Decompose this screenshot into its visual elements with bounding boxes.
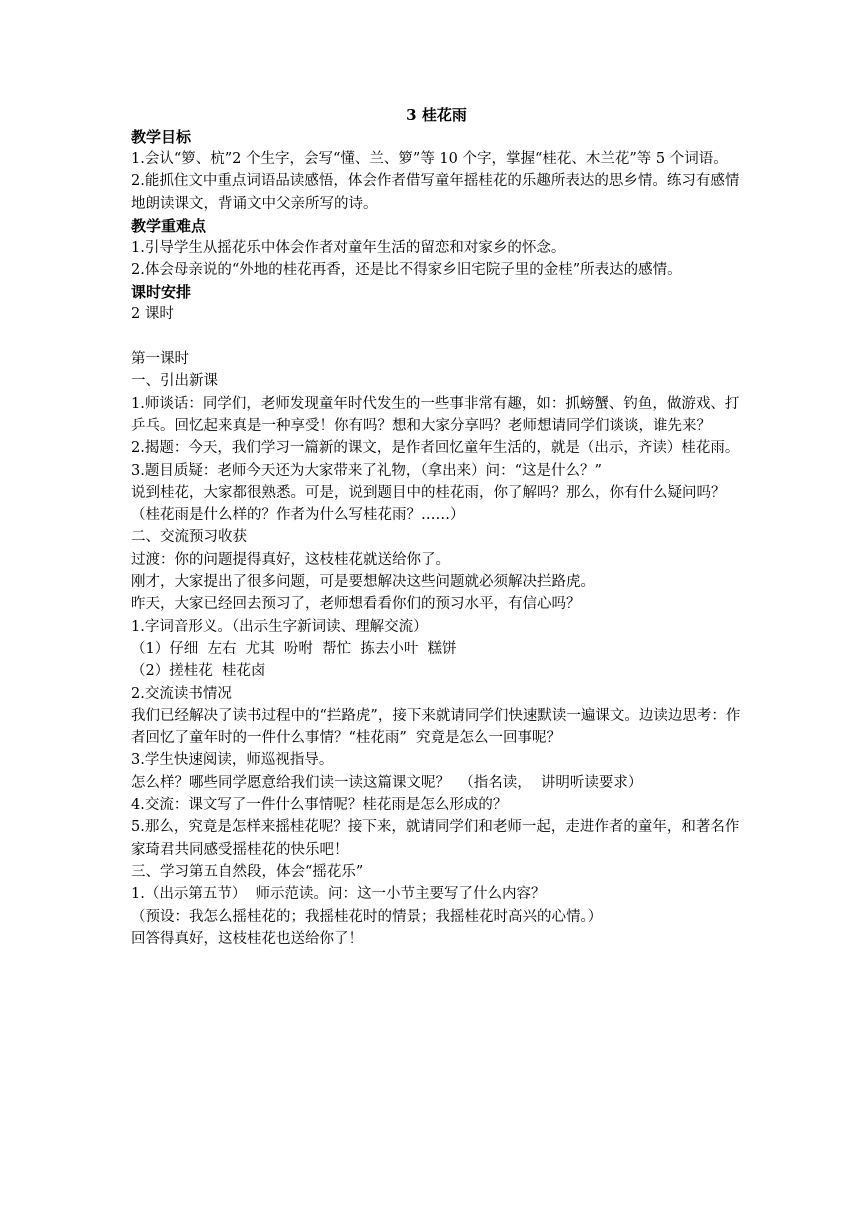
lesson-line: 2.揭题：今天，我们学习一篇新的课文，是作者回忆童年生活的，就是（出示，齐读）桂花雨。 bbox=[131, 440, 740, 457]
lesson-line: （1）仔细 左右 尤其 吩咐 帮忙 拣去小叶 糕饼 bbox=[131, 640, 457, 657]
key-points-heading: 教学重难点 bbox=[131, 216, 207, 235]
key-point-item: 2.体会母亲说的“外地的桂花再香，还是比不得家乡旧宅院子里的金桂”所表达的感情。 bbox=[131, 262, 682, 279]
lesson-line: 过渡：你的问题提得真好，这枝桂花就送给你了。 bbox=[131, 551, 450, 568]
lesson-body bbox=[131, 370, 742, 950]
goal-item: 1.会认“箩、杭”2 个生字，会写“懂、兰、箩”等 10 个字，掌握“桂花、木兰花”等 5 个词语。 bbox=[131, 151, 728, 167]
lesson-line: 怎么样？哪些同学愿意给我们读一读这篇课文呢？ （指名读， 讲明听读要求） bbox=[131, 774, 643, 791]
document-title: 3 桂花雨 bbox=[406, 106, 467, 124]
lesson-line: 二、交流预习收获 bbox=[131, 529, 247, 546]
lesson-line: 1.字词音形义。（出示生字新词读、理解交流） bbox=[131, 618, 428, 635]
lesson-line: 3.学生快速阅读，师巡视指导。 bbox=[131, 752, 334, 769]
lesson-line: 昨天，大家已经回去预习了，老师想看看你们的预习水平，有信心吗？ bbox=[131, 596, 581, 613]
lesson-line: 4.交流：课文写了一件什么事情呢？桂花雨是怎么形成的？ bbox=[131, 797, 508, 814]
lesson-line: 回答得真好，这枝桂花也送给你了！ bbox=[131, 930, 363, 947]
schedule-heading: 课时安排 bbox=[131, 283, 192, 302]
lesson-title: 第一课时 bbox=[131, 351, 189, 368]
lesson-line: 2.交流读书情况 bbox=[131, 685, 232, 702]
goal-item: 2.能抓住文中重点词语品读感悟，体会作者借写童年摇桂花的乐趣所表达的思乡情。练习有感情地朗读课文，背诵文中父亲所写的诗。 bbox=[131, 173, 740, 212]
key-point-item: 1.引导学生从摇花乐中体会作者对童年生活的留恋和对家乡的怀念。 bbox=[131, 239, 566, 256]
blank-line bbox=[131, 326, 742, 348]
lesson-line: 5.那么，究竟是怎样来摇桂花呢？接下来，就请同学们和老师一起，走进作者的童年，和著名作家琦君共同感受摇桂花的快乐吧！ bbox=[131, 819, 740, 858]
lesson-line: （桂花雨是什么样的？作者为什么写桂花雨？……） bbox=[131, 507, 465, 524]
lesson-line: 说到桂花，大家都很熟悉。可是，说到题目中的桂花雨，你了解吗？那么，你有什么疑问吗？ bbox=[131, 484, 726, 501]
lesson-line: （预设：我怎么摇桂花的；我摇桂花时的情景；我摇桂花时高兴的心情。） bbox=[131, 908, 603, 925]
lesson-line: 1.师谈话：同学们，老师发现童年时代发生的一些事非常有趣，如：抓螃蟹、钓鱼，做游戏、打乒乓。回忆起来真是一种享受！你有吗？想和大家分享吗？老师想请同学们谈谈，谁先来？ bbox=[131, 395, 740, 434]
lesson-line: 1.（出示第五节） 师示范读。问：这一小节主要写了什么内容？ bbox=[131, 886, 546, 903]
lesson-line: （2）搓桂花 桂花卤 bbox=[131, 663, 266, 680]
lesson-line: 刚才，大家提出了很多问题，可是要想解决这些问题就必须解决拦路虎。 bbox=[131, 574, 595, 591]
lesson-line: 一、引出新课 bbox=[131, 373, 218, 390]
lesson-line: 我们已经解决了读书过程中的“拦路虎”，接下来就请同学们快速默读一遍课文。边读边思考：作者回忆了童年时的一件什么事情？“桂花雨” 究竟是怎么一回事呢？ bbox=[131, 707, 741, 747]
lesson-line: 3.题目质疑：老师今天还为大家带来了礼物，（拿出来）问：“这是什么？” bbox=[131, 462, 602, 479]
lesson-line: 三、学习第五自然段，体会“摇花乐” bbox=[131, 863, 364, 880]
schedule-text: 2 课时 bbox=[131, 306, 174, 323]
goals-heading: 教学目标 bbox=[131, 128, 192, 146]
